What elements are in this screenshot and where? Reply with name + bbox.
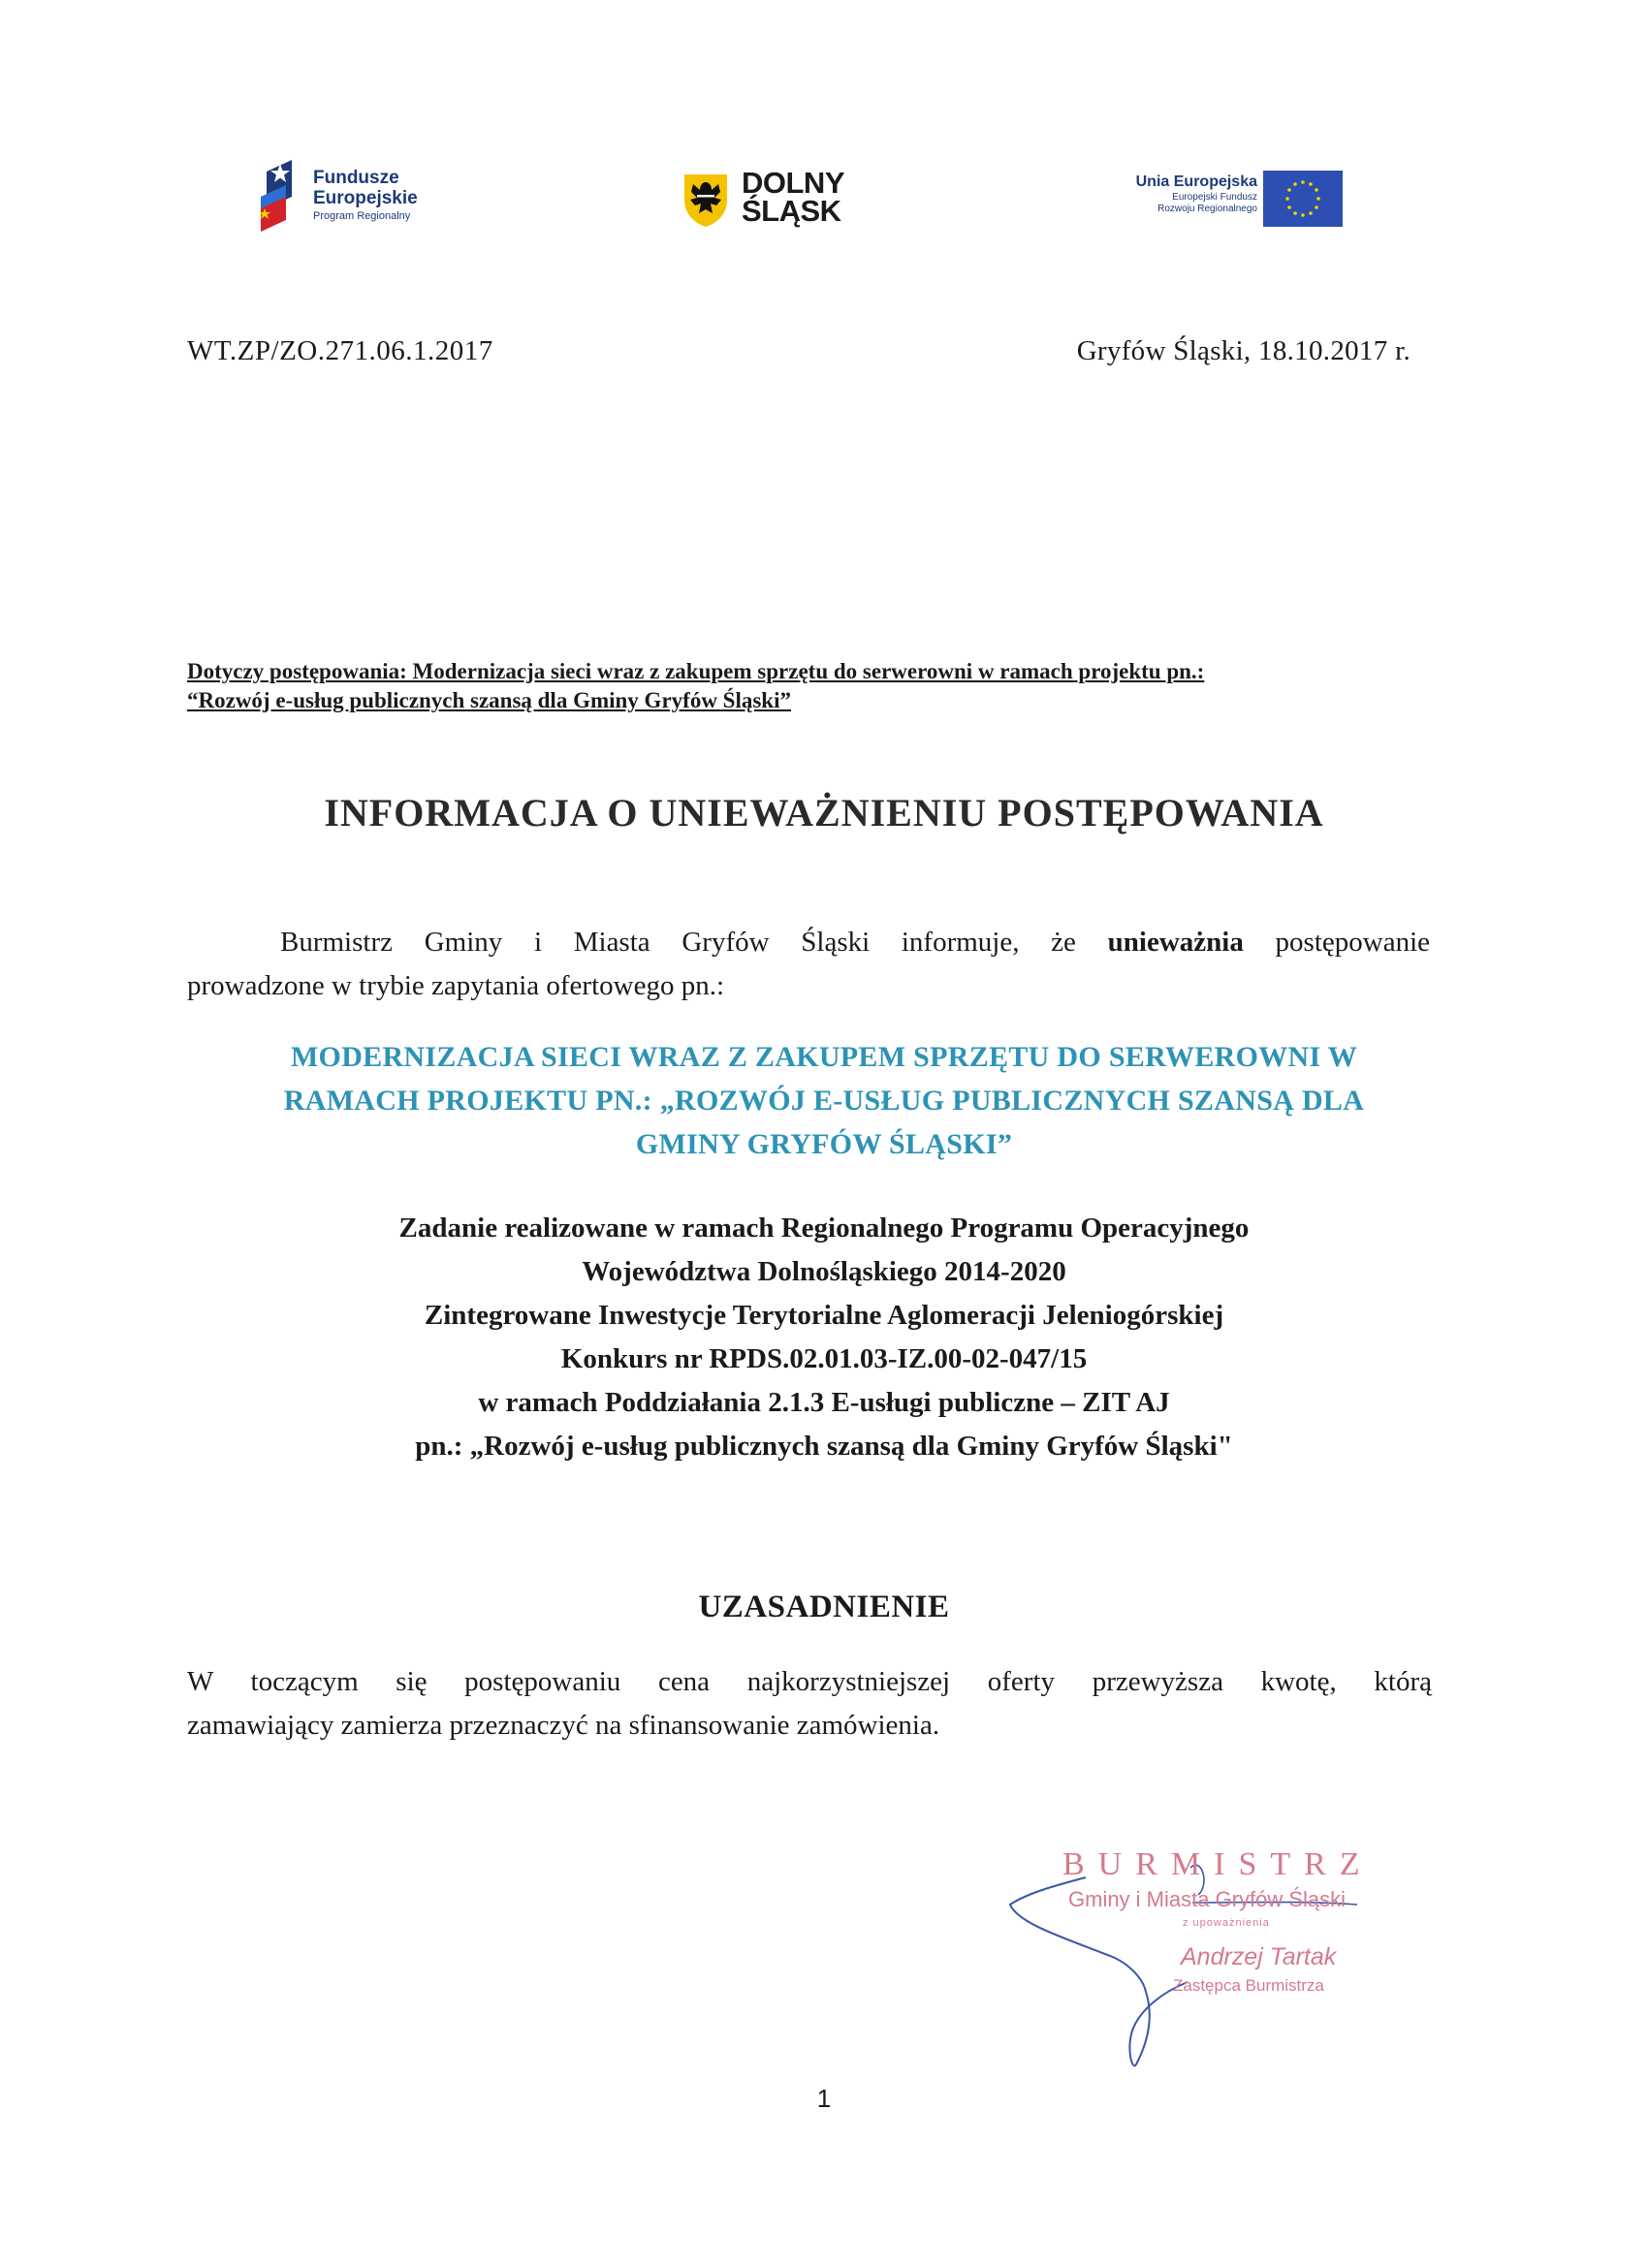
official-stamp — [1008, 1846, 1454, 2069]
ue-logo-line1: Unia Europejska — [1135, 173, 1257, 190]
stamp-line5: Zastępca Burmistrza — [1173, 1976, 1324, 1995]
logo-dolny-slask — [681, 166, 875, 233]
program-info — [145, 1207, 1503, 1468]
intro-line1 — [187, 921, 1430, 964]
justification-paragraph — [187, 1660, 1432, 1748]
ds-logo-line1: DOLNY — [742, 166, 844, 200]
ue-logo-line2: Europejski Fundusz — [1172, 192, 1257, 203]
fe-logo-line1: Fundusze — [313, 168, 399, 188]
subject-line2: “Rozwój e-usług publicznych szansą dla Gminy Gryfów Śląski” — [187, 688, 791, 712]
stamp-line4: Andrzej Tartak — [1181, 1943, 1337, 1970]
stamp-line3: z upoważnienia — [1183, 1917, 1270, 1929]
justification-line2: zamawiający zamierza przeznaczyć na sfinansowanie zamówienia. — [187, 1710, 940, 1741]
reference-number: WT.ZP/ZO.271.06.1.2017 — [187, 335, 493, 366]
logo-unia-europejska — [1076, 167, 1343, 231]
subject-line — [187, 657, 1418, 715]
ds-logo-line2: ŚLĄSK — [742, 194, 841, 228]
fe-star-icon — [257, 158, 305, 236]
program-info-line5: w ramach Poddziałania 2.1.3 E-usługi publiczne – ZIT AJ — [478, 1387, 1170, 1418]
fe-logo-line3: Program Regionalny — [313, 210, 411, 222]
logo-fundusze-europejskie — [257, 158, 490, 237]
stamp-line1: BURMISTRZ — [1062, 1846, 1374, 1882]
program-info-line3: Zintegrowane Inwestycje Terytorialne Aglomeracji Jeleniogórskiej — [424, 1300, 1224, 1331]
program-info-line6: pn.: „Rozwój e-usług publicznych szansą dla Gminy Gryfów Śląski" — [415, 1431, 1233, 1462]
eagle-shield-icon — [681, 171, 730, 229]
program-info-line4: Konkurs nr RPDS.02.01.03-IZ.00-02-047/15 — [560, 1343, 1088, 1374]
justification-heading: UZASADNIENIE — [698, 1590, 950, 1624]
intro-bold-word: unieważnia — [1107, 927, 1244, 958]
intro-paragraph — [187, 921, 1430, 1008]
document-title: INFORMACJA O UNIEWAŻNIENIU POSTĘPOWANIA — [324, 791, 1324, 835]
intro-text-after: postępowanie — [1243, 927, 1430, 958]
project-name-line1: MODERNIZACJA SIECI WRAZ Z ZAKUPEM SPRZĘTU DO SERWEROWNI W — [290, 1041, 1358, 1073]
project-name-line3: GMINY GRYFÓW ŚLĄSKI” — [635, 1128, 1013, 1160]
intro-line2: prowadzone w trybie zapytania ofertowego pn.: — [187, 970, 725, 1001]
project-name — [145, 1035, 1503, 1166]
project-name-line2: RAMACH PROJEKTU PN.: „ROZWÓJ E-USŁUG PUBLICZNYCH SZANSĄ DLA — [283, 1085, 1365, 1117]
eu-flag-icon — [1263, 171, 1343, 227]
ue-logo-line3: Rozwoju Regionalnego — [1157, 204, 1257, 214]
program-info-line2: Województwa Dolnośląskiego 2014-2020 — [582, 1256, 1066, 1287]
subject-line1: Dotyczy postępowania: Modernizacja sieci wraz z zakupem sprzętu do serwerowni w ramach projektu pn.: — [187, 659, 1205, 683]
program-info-line1: Zadanie realizowane w ramach Regionalnego Programu Operacyjnego — [398, 1213, 1250, 1244]
stamp-line2: Gminy i Miasta Gryfów Śląski — [1068, 1887, 1347, 1911]
intro-text-before: Burmistrz Gminy i Miasta Gryfów Śląski informuje, że — [280, 927, 1108, 958]
fe-logo-line2: Europejskie — [313, 188, 418, 208]
page-number: 1 — [816, 2084, 832, 2113]
justification-line1: W toczącym się postępowaniu cena najkorzystniejszej oferty przewyższa kwotę, którą — [187, 1666, 1432, 1697]
place-and-date: Gryfów Śląski, 18.10.2017 r. — [1076, 335, 1410, 366]
